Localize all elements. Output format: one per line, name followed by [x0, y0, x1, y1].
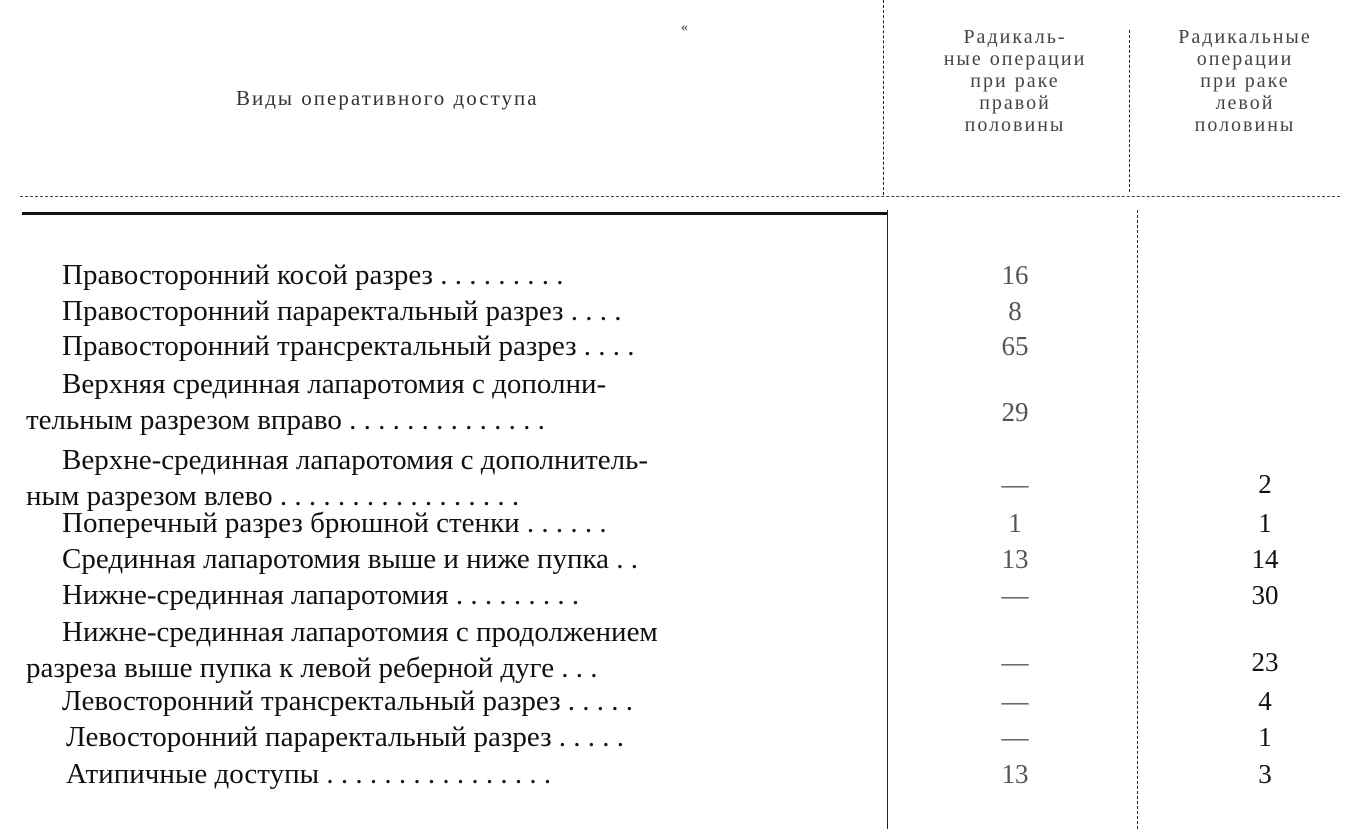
row-label: Левосторонний параректальный разрез . . . . . [66, 721, 625, 753]
header-line: операции [1196, 48, 1294, 70]
row-label-continued: тельным разрезом вправо . . . . . . . . . . . . . . [26, 404, 545, 436]
body-rule [22, 212, 888, 215]
value-left-half: 3 [1258, 759, 1272, 789]
column-header-access-types: Виды оперативного доступа [236, 86, 539, 110]
row-label: Нижне-срединная лапаротомия с продолжением [62, 616, 658, 648]
value-right-half: 8 [1008, 296, 1022, 326]
row-label: Атипичные доступы . . . . . . . . . . . . . . . . [66, 758, 552, 790]
value-right-half: — [1001, 647, 1029, 677]
row-label: Поперечный разрез брюшной стенки . . . . . . [62, 507, 607, 539]
header-line: Радикаль- [963, 26, 1067, 48]
header-line: ные операции [943, 48, 1087, 70]
value-left-half: 14 [1251, 544, 1279, 574]
header-line: правой [979, 92, 1051, 114]
value-right-half: 1 [1008, 508, 1022, 538]
row-label: Верхне-срединная лапаротомия с дополнитель- [62, 444, 648, 476]
value-left-half: 2 [1258, 469, 1272, 499]
column-header-left-half [1140, 26, 1350, 136]
header-line: половины [1194, 114, 1296, 136]
header-line: половины [964, 114, 1066, 136]
stray-mark: « [681, 20, 688, 35]
value-right-half: 29 [1001, 397, 1029, 427]
header-line: Радикальные [1178, 26, 1312, 48]
value-right-half: — [1001, 722, 1029, 752]
row-label: Срединная лапаротомия выше и ниже пупка . . [62, 543, 639, 575]
row-label-continued: разреза выше пупка к левой реберной дуге . . . [26, 652, 598, 684]
header-line: при раке [970, 70, 1060, 92]
value-right-half: 13 [1001, 759, 1029, 789]
value-right-half: 13 [1001, 544, 1029, 574]
value-right-half: — [1001, 686, 1029, 716]
column-divider [883, 0, 884, 195]
value-left-half: 30 [1251, 580, 1279, 610]
row-label: Верхняя срединная лапаротомия с дополни- [62, 368, 607, 400]
row-label-continued: ным разрезом влево . . . . . . . . . . . . . . . . . [26, 480, 520, 512]
column-divider [887, 210, 888, 829]
column-divider [1129, 30, 1130, 192]
row-label: Левосторонний трансректальный разрез . . . . . [62, 685, 634, 717]
header-line: при раке [1200, 70, 1290, 92]
value-right-half: 65 [1001, 331, 1029, 361]
header-line: левой [1215, 92, 1275, 114]
column-header-right-half [895, 26, 1135, 136]
column-divider [1137, 210, 1138, 829]
value-left-half: 4 [1258, 686, 1272, 716]
value-left-half: 1 [1258, 508, 1272, 538]
row-label: Правосторонний параректальный разрез . . . . [62, 295, 622, 327]
value-left-half: 1 [1258, 722, 1272, 752]
value-right-half: 16 [1001, 260, 1029, 290]
value-left-half: 23 [1251, 647, 1279, 677]
row-label: Нижне-срединная лапаротомия . . . . . . . . . [62, 579, 580, 611]
value-right-half: — [1001, 580, 1029, 610]
row-label: Правосторонний трансректальный разрез . . . . [62, 330, 635, 362]
value-right-half: — [1001, 469, 1029, 499]
header-rule [20, 196, 1340, 197]
row-label: Правосторонний косой разрез . . . . . . . . . [62, 259, 564, 291]
